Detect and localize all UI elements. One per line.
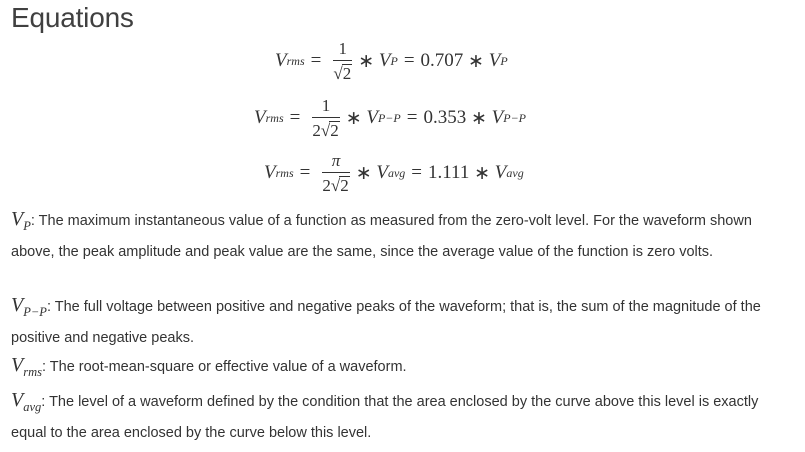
eq-lhs-sub: rms: [265, 110, 284, 125]
eq-times-2: ∗: [468, 50, 484, 72]
def-var: V: [11, 208, 24, 230]
eq-equals: =: [310, 50, 322, 71]
def-text: : The full voltage between positive and negative peaks of the waveform; that is, the sum of the magnitude of the positive and negative peaks.: [11, 299, 761, 346]
eq-times-2: ∗: [474, 162, 491, 184]
definition-vavg: [11, 387, 791, 446]
def-text: : The root-mean-square or effective value of a waveform.: [41, 359, 407, 375]
equation-vp: [275, 40, 508, 82]
equation-vpp: [254, 97, 526, 139]
eq-equals-2: =: [403, 50, 415, 71]
eq-rhs-var: V: [494, 162, 507, 183]
eq-coefficient: 0.353: [423, 107, 467, 128]
sqrt-value: 2: [342, 64, 352, 83]
den-prefix: 2: [322, 176, 331, 195]
den-prefix: 2: [312, 121, 321, 140]
definition-vrms: [11, 352, 791, 385]
eq-mid-var: V: [366, 107, 378, 128]
eq-lhs-var: V: [264, 162, 276, 183]
frac-denominator: [312, 118, 339, 139]
eq-fraction: [333, 40, 352, 82]
eq-times-2: ∗: [470, 107, 487, 129]
eq-lhs-sub: rms: [286, 53, 305, 68]
def-sub: avg: [23, 400, 42, 414]
def-var: V: [11, 354, 24, 376]
eq-mid-sub: avg: [387, 165, 406, 180]
eq-fraction: [312, 97, 339, 139]
eq-mid-sub: P−P: [377, 110, 401, 125]
sqrt-icon: √: [333, 64, 343, 83]
eq-rhs-sub: P: [500, 53, 508, 68]
def-sub: P: [23, 219, 31, 233]
eq-rhs-var: V: [488, 50, 501, 71]
frac-numerator: π: [331, 151, 341, 170]
def-var: V: [11, 389, 24, 411]
frac-denominator: [333, 61, 352, 82]
eq-fraction: [322, 152, 349, 194]
eq-lhs-sub: rms: [275, 165, 294, 180]
eq-lhs-var: V: [275, 50, 287, 71]
def-text: : The level of a waveform defined by the condition that the area enclosed by the curve above this level is exactly equal to the area enclosed by the curve below this level.: [11, 394, 759, 441]
eq-equals: =: [299, 162, 311, 183]
def-var: V: [11, 294, 24, 316]
sqrt-value: 2: [340, 176, 349, 195]
def-text: : The maximum instantaneous value of a function as measured from the zero-volt level. For the waveform shown above, the peak amplitude and peak value are the same, since the average value of the function is zero volts.: [11, 213, 752, 260]
eq-mid-sub: P: [390, 53, 398, 68]
sqrt-value: 2: [330, 121, 339, 140]
eq-times: ∗: [355, 162, 372, 184]
eq-equals: =: [289, 107, 301, 128]
equation-vavg: [264, 152, 524, 194]
sqrt-icon: √: [330, 176, 341, 195]
def-sub: rms: [23, 365, 42, 379]
eq-coefficient: 0.707: [420, 50, 464, 71]
eq-times: ∗: [345, 107, 362, 129]
eq-rhs-var: V: [491, 107, 504, 128]
frac-numerator: 1: [338, 39, 348, 58]
eq-rhs-sub: avg: [506, 165, 524, 180]
eq-lhs-var: V: [254, 107, 266, 128]
frac-numerator: 1: [321, 96, 331, 115]
sqrt-icon: √: [320, 121, 331, 140]
eq-rhs-sub: P−P: [503, 110, 526, 125]
eq-mid-var: V: [378, 50, 391, 71]
eq-equals-2: =: [406, 107, 418, 128]
eq-times: ∗: [358, 50, 375, 72]
def-sub: P−P: [23, 305, 47, 319]
page-title: Equations: [11, 2, 134, 33]
definition-vp: [11, 206, 791, 265]
eq-mid-var: V: [376, 162, 388, 183]
definition-vpp: [11, 292, 791, 351]
frac-denominator: [322, 173, 349, 194]
eq-equals-2: =: [411, 162, 423, 183]
eq-coefficient: 1.111: [428, 162, 470, 183]
